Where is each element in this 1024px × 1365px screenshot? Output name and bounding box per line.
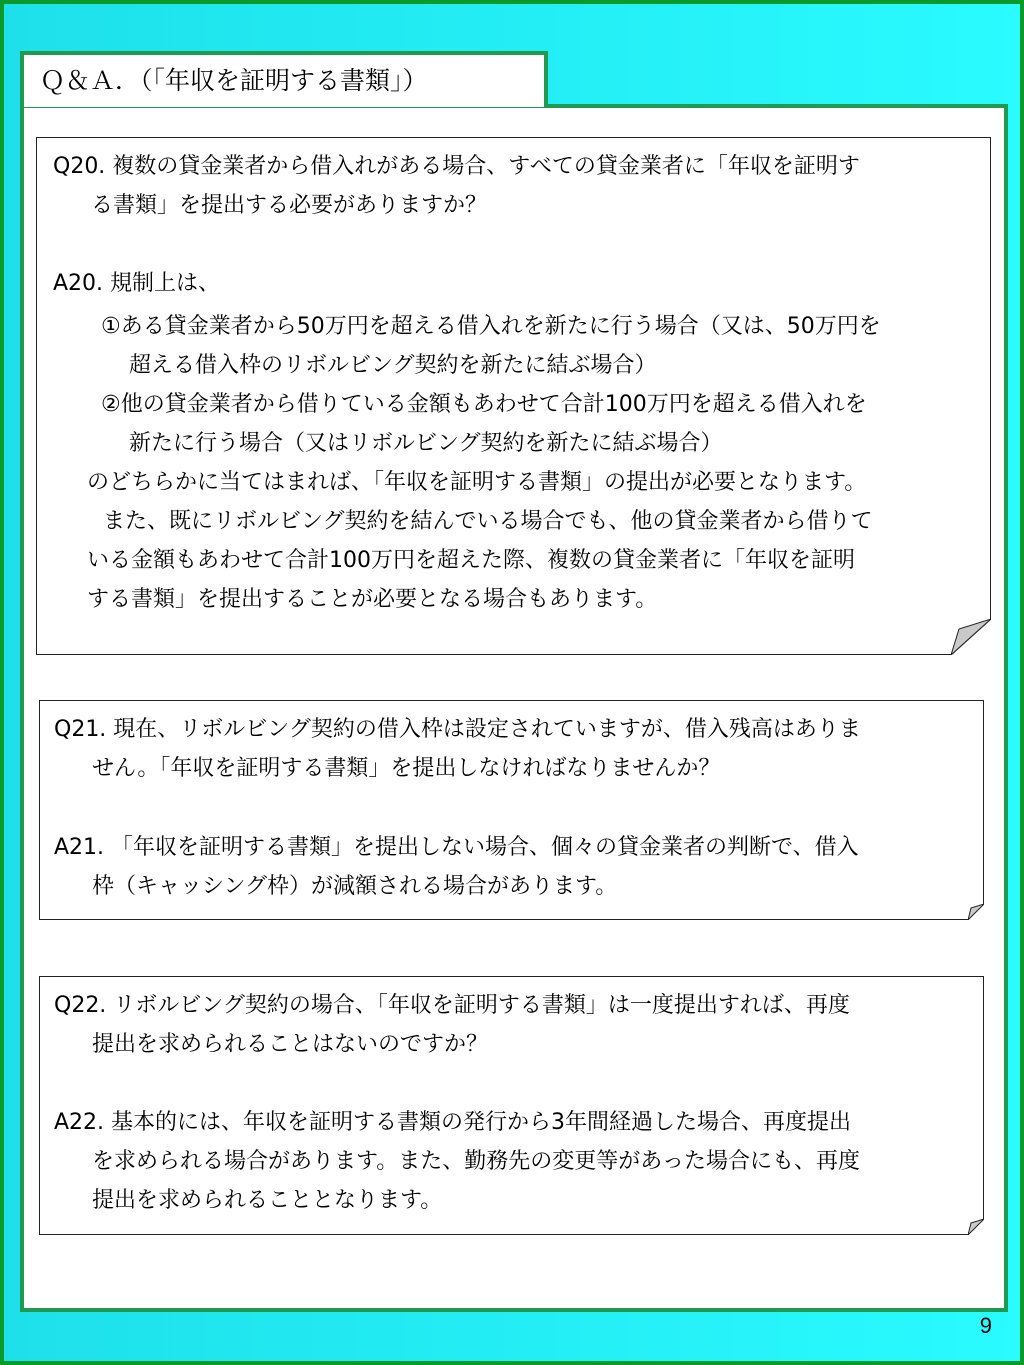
page-title: Ｑ＆Ａ．（「年収を証明する書類」） [20,51,548,107]
answer-line: 提出を求められることとなります。 [92,1188,443,1213]
answer-line: A22. 基本的には、年収を証明する書類の発行から3年間経過した場合、再度提出 [54,1110,852,1135]
answer-line: する書類」を提出することが必要となる場合もあります。 [87,587,658,612]
answer-line: A21. 「年収を証明する書類」を提出しない場合、個々の貸金業者の判断で、借入 [54,835,859,860]
page-curl-icon [968,1219,984,1235]
question-line: 提出を求められることはないのですか？ [92,1032,489,1057]
qa-card-q20 [36,137,991,655]
qa-card-q21 [39,700,984,920]
answer-line: 枠（キャッシング枠）が減額される場合があります。 [92,874,618,899]
page-number: 9 [979,1313,992,1338]
qa-card-q22 [39,976,984,1235]
content-panel [20,104,1008,1312]
answer-line: また、既にリボルビング契約を結んでいる場合でも、他の貸金業者から借りて [103,509,873,534]
answer-line: ②他の貸金業者から借りている金額もあわせて合計100万円を超える借入れを [101,392,867,417]
answer-line: ①ある貸金業者から50万円を超える借入れを新たに行う場合（又は、50万円を [101,314,881,339]
question-line: Q20. 複数の貸金業者から借入れがある場合、すべての貸金業者に「年収を証明す [53,154,860,179]
page-curl-icon [951,619,991,655]
answer-line: いる金額もあわせて合計100万円を超えた際、複数の貸金業者に「年収を証明 [87,548,855,573]
answer-line: 新たに行う場合（又はリボルビング契約を新たに結ぶ場合） [129,431,723,456]
answer-line: のどちらかに当てはまれば、「年収を証明する書類」の提出が必要となります。 [87,470,867,495]
answer-line: A20. 規制上は、 [53,271,221,296]
question-line: Q22. リボルビング契約の場合、「年収を証明する書類」は一度提出すれば、再度 [54,993,850,1018]
question-line: せん。「年収を証明する書類」を提出しなければなりませんか？ [92,756,721,781]
answer-line: を求められる場合があります。また、勤務先の変更等があった場合にも、再度 [92,1149,861,1174]
page-curl-icon [968,904,984,920]
question-line: る書類」を提出する必要がありますか？ [91,193,488,218]
question-line: Q21. 現在、リボルビング契約の借入枠は設定されていますが、借入残高はありま [54,717,861,742]
answer-line: 超える借入枠のリボルビング契約を新たに結ぶ場合） [129,353,657,378]
